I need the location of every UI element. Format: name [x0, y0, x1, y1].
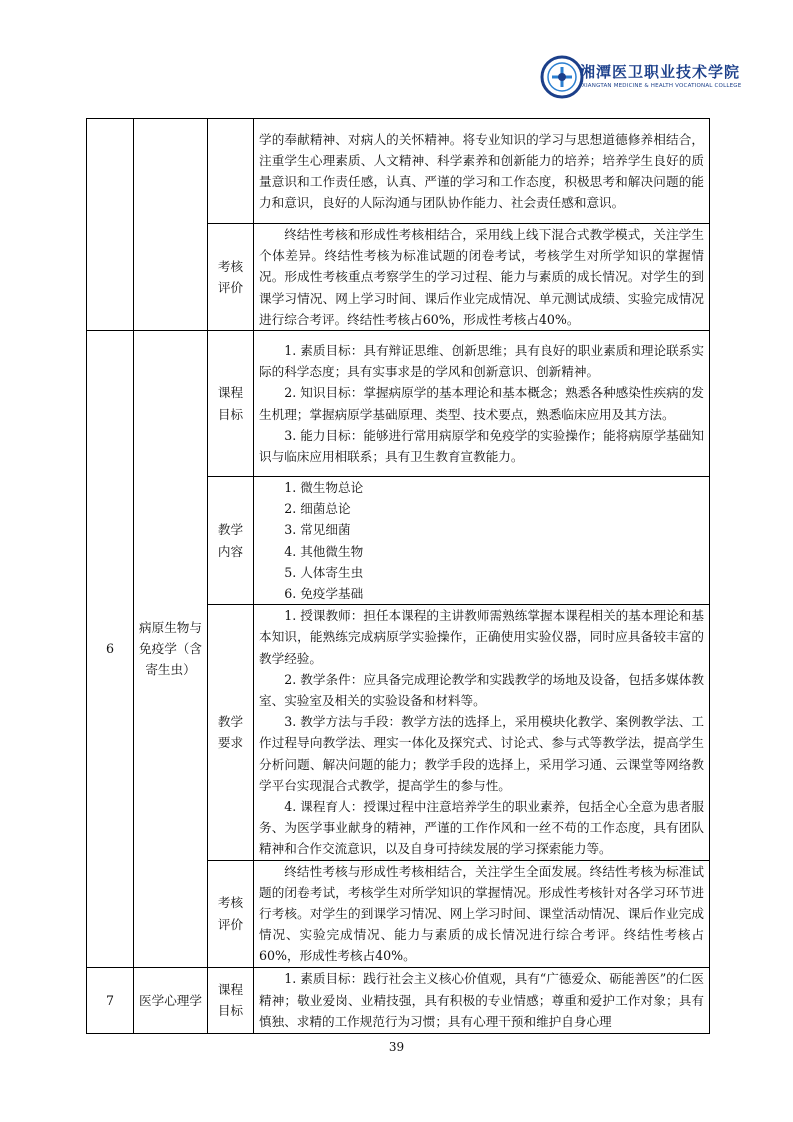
prev-course-name-cell: [134, 119, 208, 331]
course-6-requirements: [254, 605, 710, 860]
content-item: 6. 免疫学基础: [284, 586, 364, 602]
objective-item: 2. 知识目标：掌握病原学的基本理论和基本概念；熟悉各种感染性疾病的发生机理；掌握病原学基础原理、类型、技术要点，熟悉临床应用及其方法。: [259, 385, 704, 422]
curriculum-table: [86, 118, 710, 1034]
table-row: [87, 967, 710, 1033]
prev-course-label-cell: [208, 119, 254, 224]
table-row: [87, 331, 710, 477]
course-7-objective-start: 1. 素质目标：践行社会主义核心价值观，具有“广德爱众、砺能善医”的仁医精神；敬业爱岗、业精技强，具有积极的专业情感；尊重和爱护工作对象；具有慎独、求精的工作规范行为习惯；具有心理干预和维护自身心理: [254, 967, 710, 1033]
course-6-objectives-label: 课程目标: [208, 331, 254, 477]
prev-eval-label: 考核评价: [208, 224, 254, 331]
course-6-name: 病原生物与免疫学（含寄生虫）: [134, 331, 208, 968]
requirement-item: 1. 授课教师：担任本课程的主讲教师需熟练掌握本课程相关的基本理论和基本知识，能熟练完成病原学实验操作，正确使用实验仪器，同时应具备较丰富的教学经验。: [259, 608, 704, 666]
college-name-en: XIANGTAN MEDICINE & HEALTH VOCATIONAL COLLEGE: [582, 83, 742, 89]
prev-eval-text: 终结性考核和形成性考核相结合，采用线上线下混合式教学模式，关注学生个体差异。终结性考核为标准试题的闭卷考试，考核学生对所学知识的掌握情况。形成性考核重点考察学生的学习过程、能力与素质的成长情况。对学生的到课学习情况、网上学习时间、课后作业完成情况、单元测试成绩、实验完成情况进行综合考评。终结性考核占60%，形成性考核占40%。: [254, 224, 710, 331]
table-row: [87, 119, 710, 224]
requirement-item: 2. 教学条件：应具备完成理论教学和实践教学的场地及设备，包括多媒体教室、实验室及相关的实验设备和材料等。: [259, 671, 704, 709]
prev-course-number-cell: [87, 119, 134, 331]
course-6-eval-text: 终结性考核与形成性考核相结合，关注学生全面发展。终结性考核为标准试题的闭卷考试，考核学生对所学知识的掌握情况。形成性考核针对各学习环节进行考核。对学生的到课学习情况、网上学习时间、课堂活动情况、课后作业完成情况、实验完成情况、能力与素质的成长情况进行综合考评。终结性考核占60%，形成性考核占40%。: [254, 860, 710, 967]
course-6-content: [254, 477, 710, 605]
course-6-content-label: 教学内容: [208, 477, 254, 605]
page-number: 39: [388, 1040, 405, 1054]
course-6-eval-label: 考核评价: [208, 860, 254, 967]
course-7-objectives-label: 课程目标: [208, 967, 254, 1033]
course-7-number: 7: [87, 967, 134, 1033]
course-6-number: 6: [87, 331, 134, 968]
college-seal-icon: [540, 55, 584, 99]
prev-course-objective-tail: 学的奉献精神、对病人的关怀精神。将专业知识的学习与思想道德修养相结合，注重学生心理素质、人文精神、科学素养和创新能力的培养；培养学生良好的质量意识和工作责任感，认真、严谨的学习和工作态度，积极思考和解决问题的能力和意识，良好的人际沟通与团队协作能力、社会责任感和意识。: [254, 119, 710, 224]
college-name-cn: 湘潭医卫职业技术学院: [580, 63, 741, 81]
content-item: 1. 微生物总论: [284, 480, 364, 496]
content-item: 5. 人体寄生虫: [284, 564, 364, 580]
course-7-name: 医学心理学: [134, 967, 208, 1033]
course-6-requirements-label: 教学要求: [208, 605, 254, 860]
requirement-item: 3. 教学方法与手段：教学方法的选择上，采用模块化教学、案例教学法、工作过程导向教学法、理实一体化及探究式、讨论式、参与式等教学法，提高学生分析问题、解决问题的能力；教学手段的选择上，采用学习通、云课堂等网络教学平台实现混合式教学，提高学生的参与性。: [259, 714, 704, 793]
course-6-objectives: [254, 331, 710, 477]
content-item: 3. 常见细菌: [284, 522, 351, 538]
content-item: 4. 其他微生物: [284, 543, 364, 559]
requirement-item: 4. 课程育人：授课过程中注意培养学生的职业素养，包括全心全意为患者服务、为医学事业献身的精神，严谨的工作作风和一丝不苟的工作态度，具有团队精神和合作交流意识，以及自身可持续发展的学习探索能力等。: [259, 799, 704, 857]
college-logo: [540, 55, 742, 101]
objective-item: 3. 能力目标：能够进行常用病原学和免疫学的实验操作；能将病原学基础知识与临床应用相联系；具有卫生教育宣教能力。: [259, 427, 704, 464]
content-item: 2. 细菌总论: [284, 501, 351, 517]
objective-item: 1. 素质目标：具有辩证思维、创新思维；具有良好的职业素质和理论联系实际的科学态度；具有实事求是的学风和创新意识、创新精神。: [259, 342, 704, 380]
